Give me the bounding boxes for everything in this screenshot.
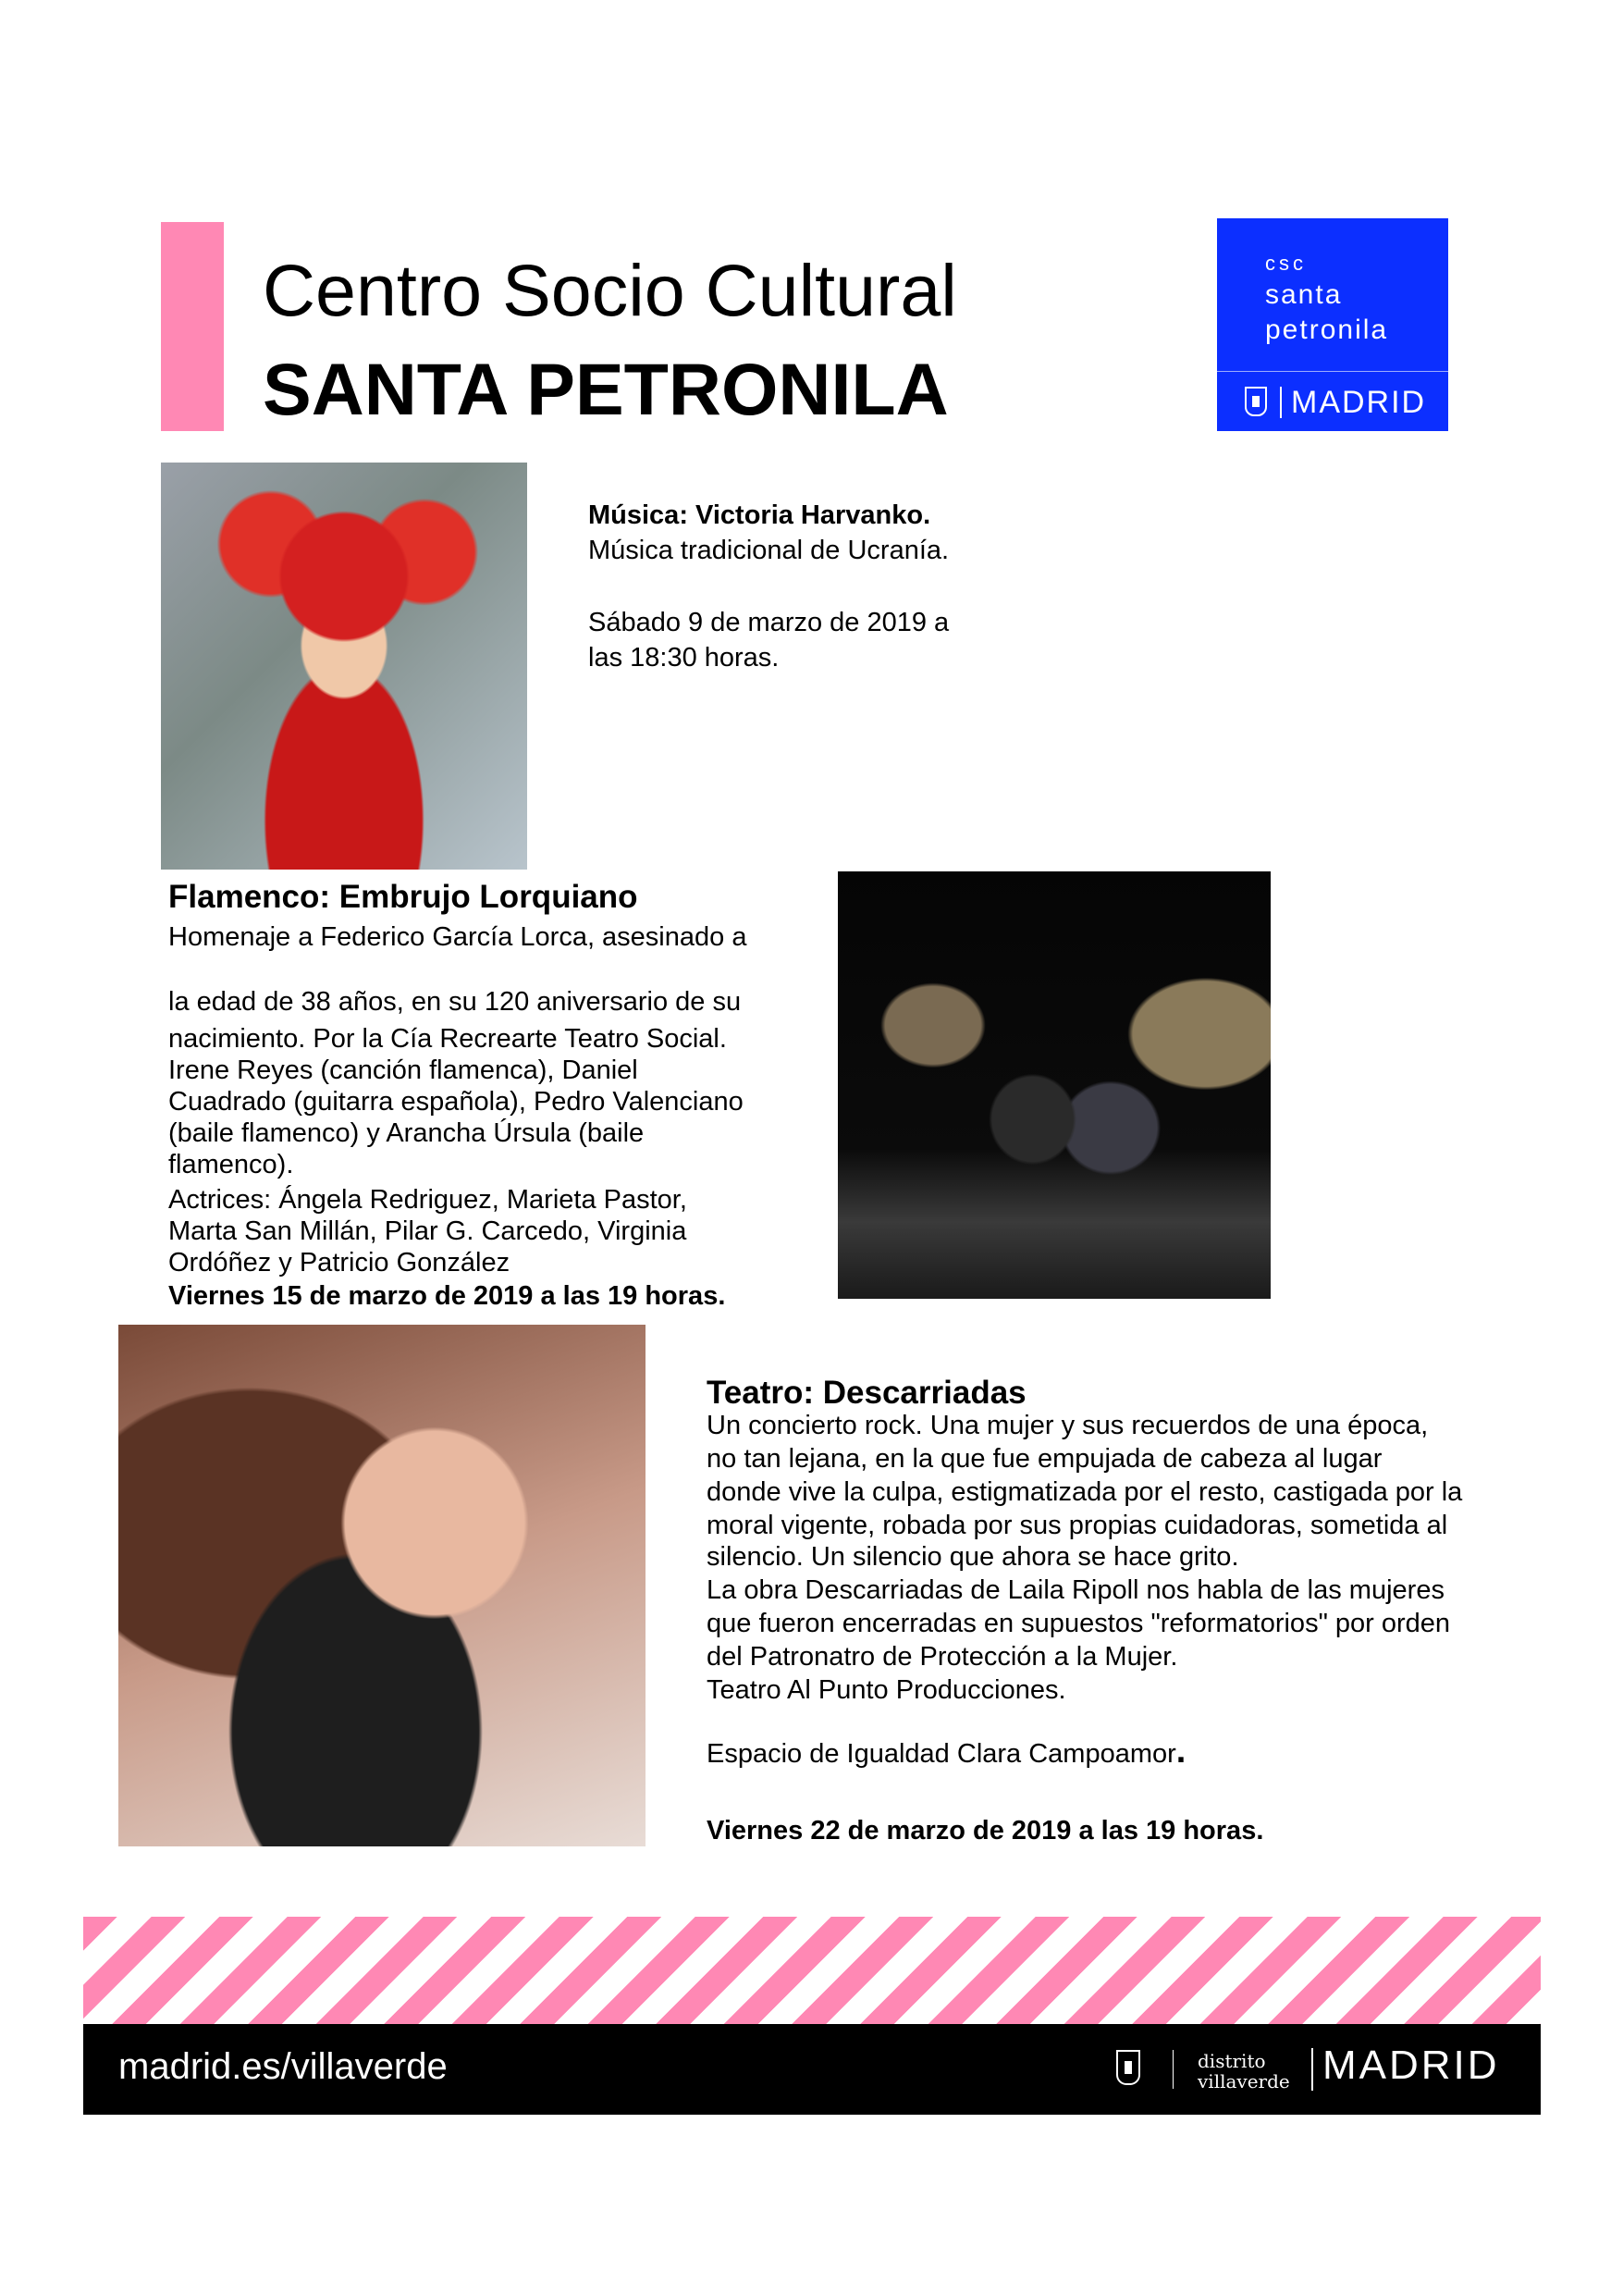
- event3-date: Viernes 22 de marzo de 2019 a las 19 horas.: [707, 1816, 1264, 1845]
- event1-date-line1: Sábado 9 de marzo de 2019 a: [588, 608, 950, 637]
- event2-line: flamenco).: [168, 1150, 294, 1179]
- event2-line: Cuadrado (guitarra española), Pedro Valenciano: [168, 1087, 744, 1117]
- event3-venue-text: Espacio de Igualdad Clara Campoamor: [707, 1739, 1176, 1769]
- event3-line: del Patronatro de Protección a la Mujer.: [707, 1642, 1178, 1672]
- striped-banner: [83, 1917, 1541, 2024]
- logo-vertical-divider: [1280, 387, 1282, 418]
- footer-madrid-logo-text: MADRID: [1322, 2043, 1500, 2088]
- footer-divider: [1311, 2048, 1313, 2091]
- event1-subtitle: Música tradicional de Ucranía.: [588, 536, 950, 565]
- event3-line: Teatro Al Punto Producciones.: [707, 1675, 1066, 1705]
- logo-divider: [1217, 371, 1448, 372]
- event3-line: La obra Descarriadas de Laila Ripoll nos habla de las mujeres: [707, 1575, 1445, 1605]
- event1-date-line2: las 18:30 horas.: [588, 643, 780, 673]
- madrid-crest-icon: [1245, 387, 1267, 416]
- flamenco-stage-photo: [838, 871, 1271, 1299]
- event3-venue: Espacio de Igualdad Clara Campoamor.: [707, 1732, 1187, 1771]
- footer-url-link[interactable]: madrid.es/villaverde: [118, 2046, 448, 2087]
- event2-line: Homenaje a Federico García Lorca, asesinado a: [168, 922, 747, 952]
- event2-line: (baile flamenco) y Arancha Úrsula (baile: [168, 1118, 645, 1148]
- event3-line: donde vive la culpa, estigmatizada por el resto, castigada por la: [707, 1477, 1463, 1507]
- logo-csc-text: csc: [1265, 252, 1307, 275]
- event1-heading: Música: Victoria Harvanko.: [588, 500, 931, 530]
- logo-santa-text: santa: [1265, 279, 1343, 310]
- descarriadas-photo: [118, 1325, 646, 1846]
- event2-line: nacimiento. Por la Cía Recrearte Teatro Social.: [168, 1024, 727, 1054]
- victoria-harvanko-photo: [161, 463, 527, 870]
- event2-line: Ordóñez y Patricio González: [168, 1248, 510, 1278]
- event2-line: la edad de 38 años, en su 120 aniversario de su: [168, 987, 742, 1017]
- page-title-line1: Centro Socio Cultural: [263, 249, 957, 331]
- district-label-line1: distrito: [1198, 2050, 1266, 2072]
- event3-line: Un concierto rock. Una mujer y sus recuerdos de una época,: [707, 1411, 1429, 1440]
- event3-heading: Teatro: Descarriadas: [707, 1375, 1027, 1411]
- event2-heading: Flamenco: Embrujo Lorquiano: [168, 879, 638, 915]
- accent-bar: [161, 222, 224, 431]
- event2-line: Marta San Millán, Pilar G. Carcedo, Virginia: [168, 1216, 687, 1246]
- page-title-line2: SANTA PETRONILA: [263, 348, 949, 430]
- csc-logo: [1217, 218, 1448, 431]
- logo-petronila-text: petronila: [1265, 315, 1389, 345]
- event2-date: Viernes 15 de marzo de 2019 a las 19 horas.: [168, 1281, 726, 1311]
- event2-line: Actrices: Ángela Redriguez, Marieta Pastor,: [168, 1185, 687, 1215]
- event2-line: Irene Reyes (canción flamenca), Daniel: [168, 1055, 638, 1085]
- footer-divider: [1173, 2050, 1174, 2089]
- footer-bar: [83, 2024, 1541, 2115]
- event3-line: que fueron encerradas en supuestos "reformatorios" por orden: [707, 1609, 1451, 1638]
- event3-line: moral vigente, robada por sus propias cuidadoras, sometida al: [707, 1511, 1448, 1540]
- logo-madrid-text: MADRID: [1291, 385, 1427, 420]
- madrid-crest-icon: [1116, 2050, 1140, 2085]
- event3-line: no tan lejana, en la que fue empujada de cabeza al lugar: [707, 1444, 1383, 1474]
- event3-line: silencio. Un silencio que ahora se hace grito.: [707, 1542, 1239, 1572]
- district-label-line2: villaverde: [1198, 2070, 1290, 2092]
